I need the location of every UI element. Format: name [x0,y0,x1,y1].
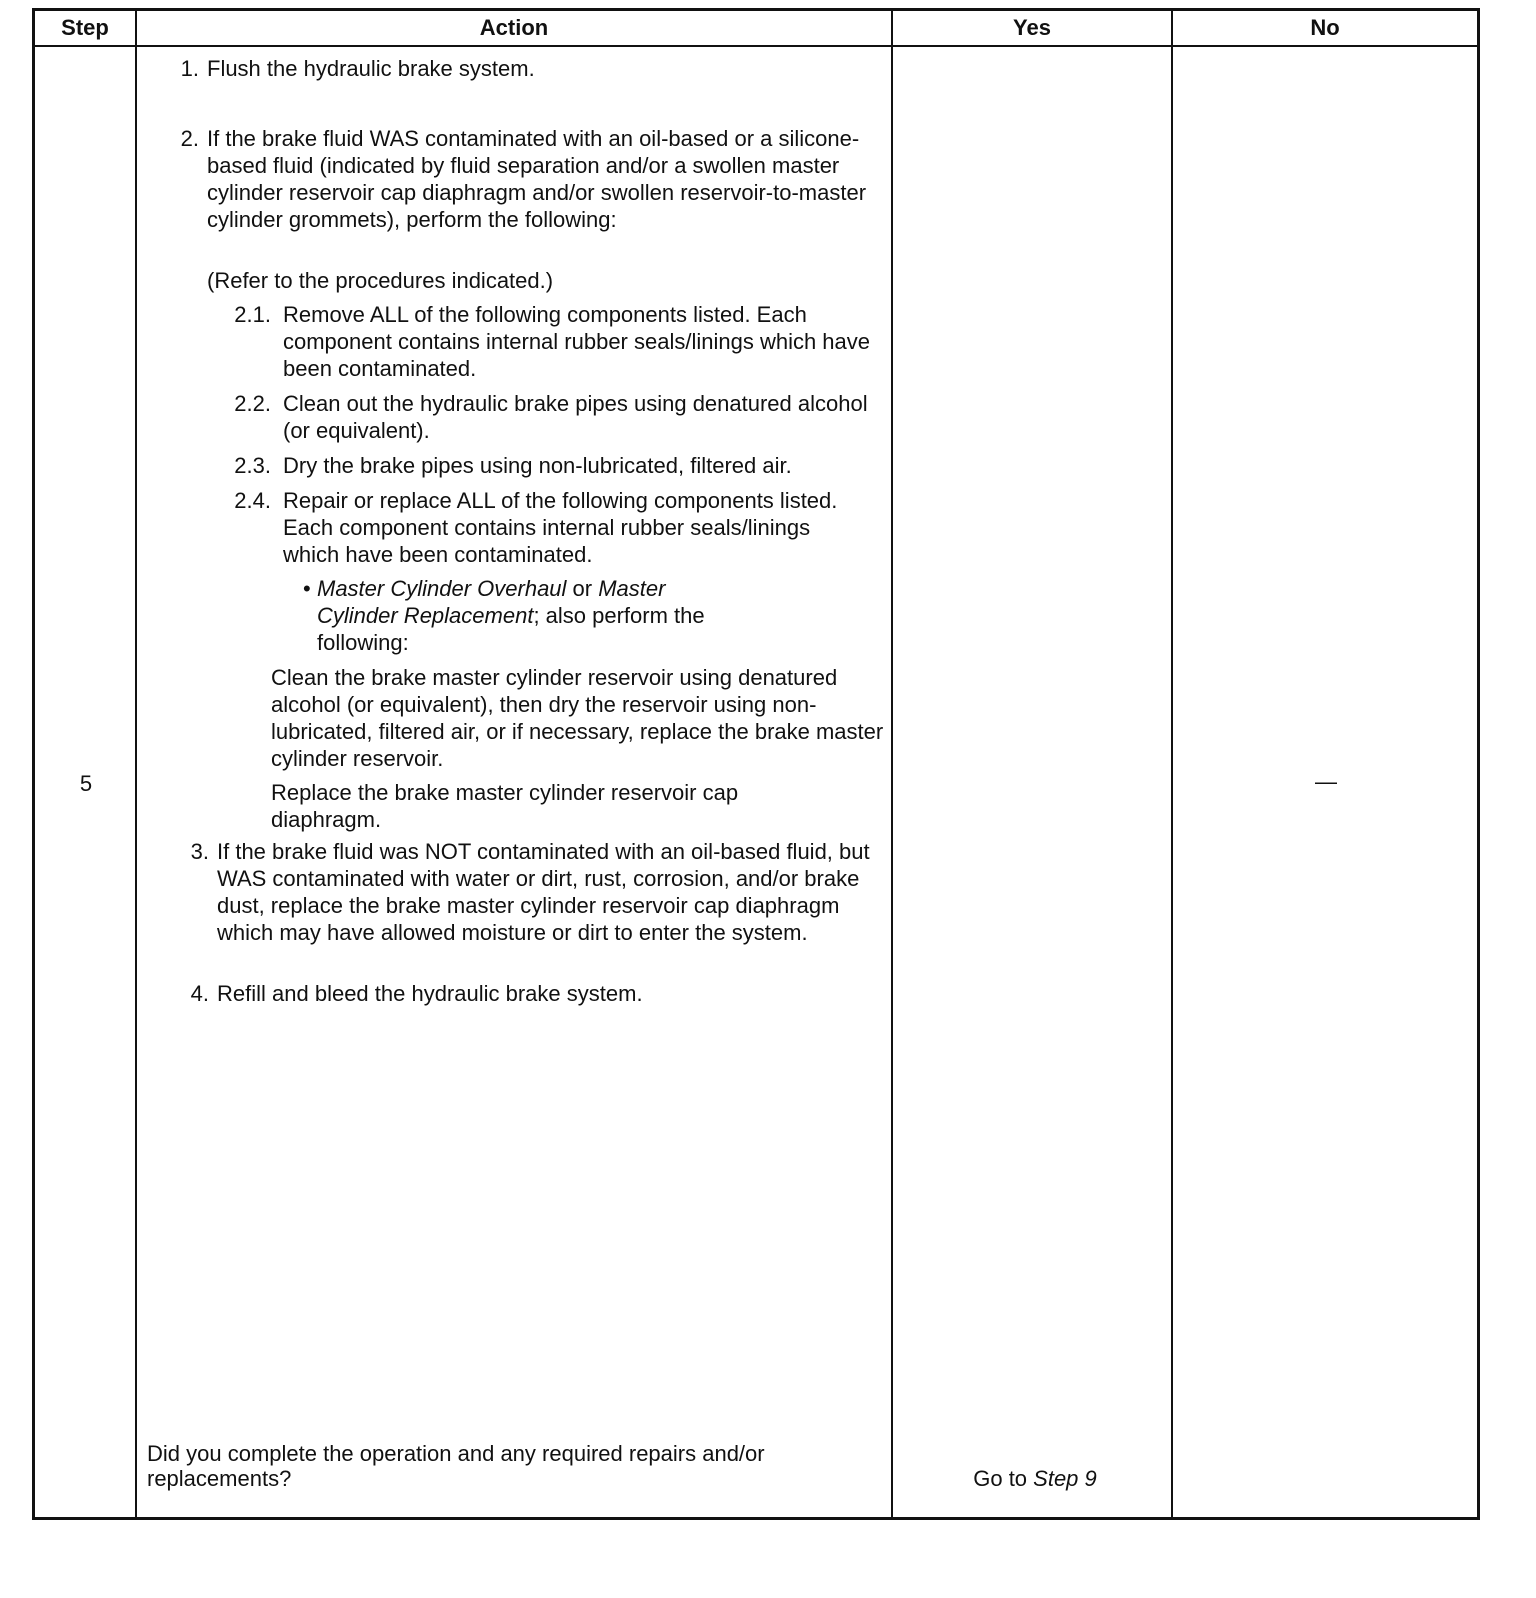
bullet-icon: • [303,576,311,601]
subitem-text: Repair or replace ALL of the following components listed. Each component contains internal rubber seals/linings which have been contaminated. [283,488,838,567]
yes-goto [895,1466,1175,1492]
item-2-note: (Refer to the procedures indicated.) [207,268,554,293]
procedure-master-cylinder-replacement: Master Cylinder Replacement [317,576,666,628]
header-separator [35,45,1477,47]
header-no: No [1310,15,1340,40]
header-step: Step [61,15,109,40]
item-text: Flush the hydraulic brake system. [207,56,535,81]
action-item-2 [137,125,877,233]
subitem-number: 2.3. [234,453,271,478]
action-item-1 [137,55,877,82]
bullet-or: or [566,576,599,601]
item-text: Refill and bleed the hydraulic brake system. [217,981,643,1006]
action-subitem-2-3 [137,452,907,479]
bullet-tail: ; also perform the following: [317,603,705,655]
subitem-number: 2.2. [234,391,271,416]
replace-diaphragm-paragraph: Replace the brake master cylinder reservoir cap diaphragm. [271,780,739,832]
header-yes: Yes [1013,15,1051,40]
subitem-text: Dry the brake pipes using non-lubricated, filtered air. [283,453,792,478]
action-item-3 [137,838,897,946]
completion-question: Did you complete the operation and any required repairs and/or replacements? [147,1441,765,1491]
subitem-text: Clean out the hydraulic brake pipes using denatured alcohol (or equivalent). [283,391,868,443]
action-subitem-2-2 [137,390,907,444]
item-number: 4. [190,981,209,1006]
subitem-number: 2.1. [234,302,271,327]
action-subitem-2-4 [137,487,907,568]
column-divider-step [135,11,137,1517]
goto-step-link: Step 9 [1033,1466,1097,1491]
goto-prefix: Go to [973,1466,1034,1491]
procedure-master-cylinder-overhaul: Master Cylinder Overhaul [317,576,567,601]
diagnostic-table [32,8,1480,1520]
action-item-4 [137,980,897,1007]
header-action: Action [479,15,549,40]
subitem-number: 2.4. [234,488,271,513]
item-number: 3. [190,839,209,864]
action-subitem-2-1 [137,301,907,382]
item-text: If the brake fluid was NOT contaminated with an oil-based fluid, but WAS contaminated with water or dirt, rust, corrosion, and/or brake dust, replace the brake master cylinder reservoir cap diaphragm which may have allowed moisture or dirt to enter the system. [217,839,870,945]
item-text: If the brake fluid WAS contaminated with an oil-based or a silicone-based fluid (indicated by fluid separation and/or a swollen master cylinder reservoir cap diaphragm and/or swollen reservoir-to-master cylinder grommets), perform the following: [207,126,867,232]
clean-reservoir-paragraph: Clean the brake master cylinder reservoir using denatured alcohol (or equivalent), then dry the reservoir using non-lubricated, filtered air, or if necessary, replace the brake master cylinder reservoir. [271,665,884,771]
column-divider-yes [1171,11,1173,1517]
bullet-item [303,575,743,656]
no-result: — [1315,769,1337,794]
subitem-text: Remove ALL of the following components listed. Each component contains internal rubber seals/linings which have been contaminated. [283,302,871,381]
item-number: 2. [180,126,199,151]
item-number: 1. [180,56,199,81]
step-number: 5 [79,771,93,796]
